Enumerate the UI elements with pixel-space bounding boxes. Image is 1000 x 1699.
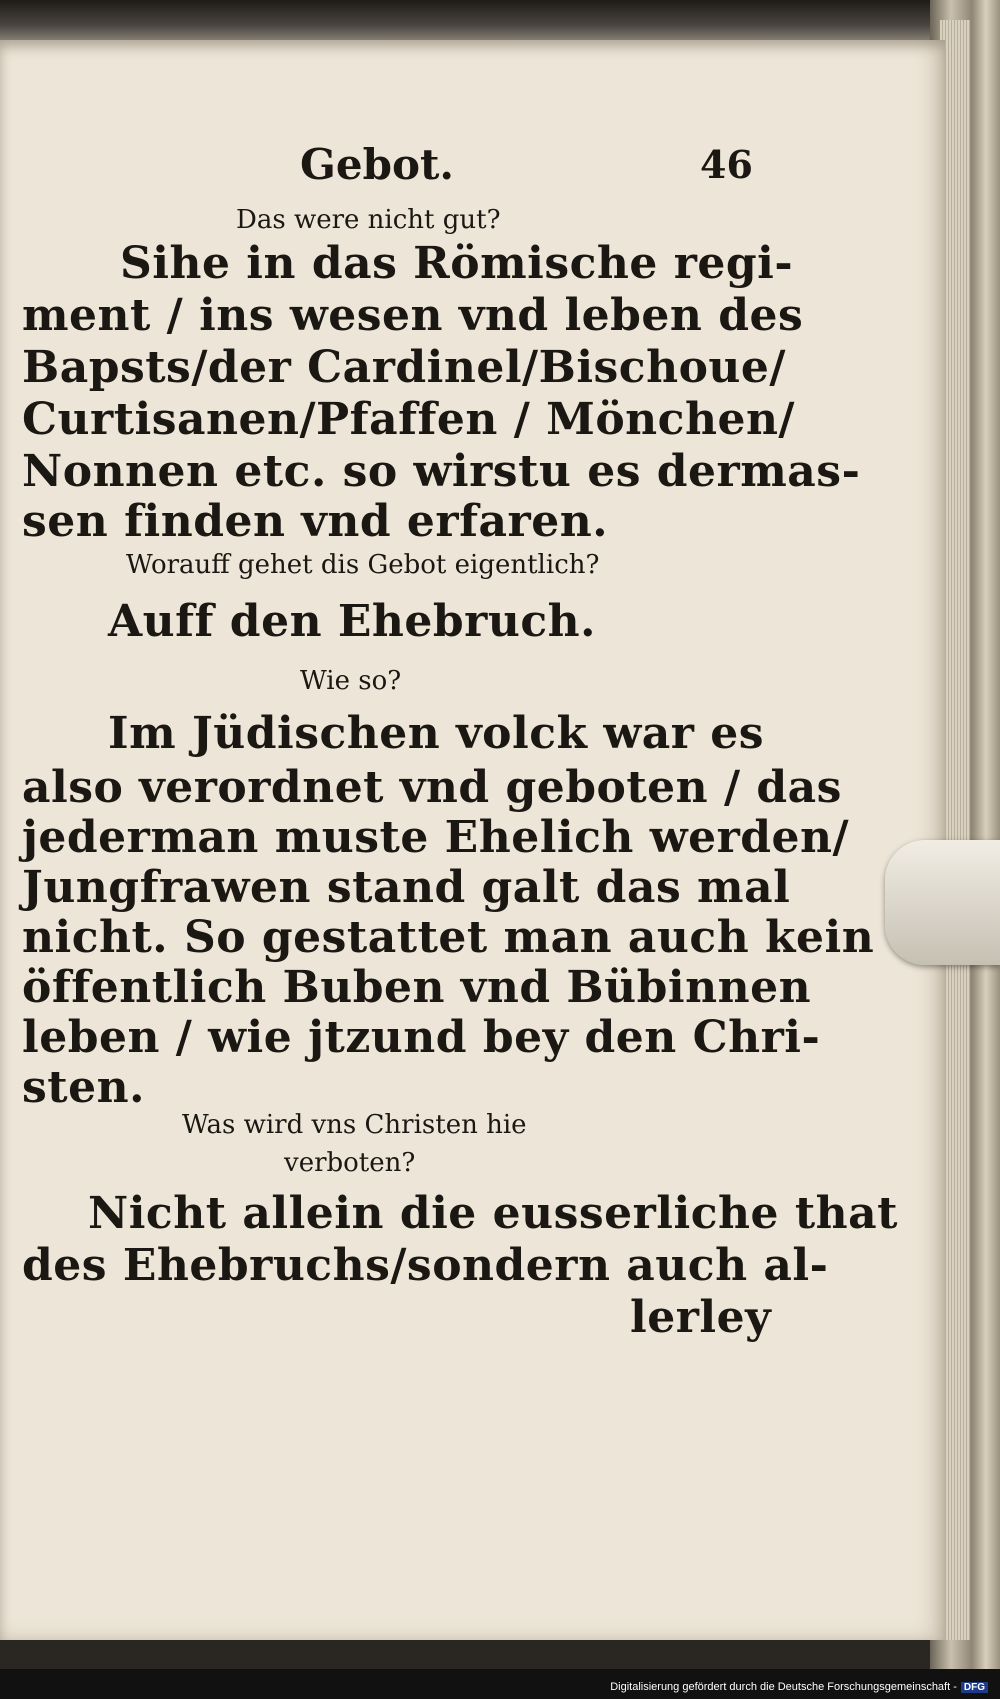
text-line-2: ment / ins wesen vnd leben des	[22, 290, 804, 341]
catchword: lerley	[630, 1292, 772, 1343]
dfg-logo: DFG	[961, 1682, 988, 1693]
running-title: Gebot.	[300, 140, 454, 189]
text-line-9: jederman muste Ehelich werden/	[22, 812, 850, 863]
text-line-6: sen finden vnd erfaren.	[22, 496, 609, 547]
text-line-10: Jungfrawen stand galt das mal	[22, 862, 791, 913]
text-line-15: Nicht allein die eusserliche that	[88, 1188, 898, 1239]
book-top-edge	[0, 0, 950, 42]
text-line-11: nicht. So gestattet man auch kein	[22, 912, 875, 963]
funding-credit	[610, 1681, 988, 1693]
answer-line: Auff den Ehebruch.	[108, 596, 596, 647]
question-line-4: Was wird vns Christen hie	[182, 1110, 527, 1140]
footer-bar	[0, 1669, 1000, 1699]
text-line-13: leben / wie jtzund bey den Chri-	[22, 1012, 821, 1063]
text-line-7: Im Jüdischen volck war es	[108, 708, 764, 759]
text-line-1: Sihe in das Römische regi-	[120, 238, 794, 289]
question-line-2: Worauff gehet dis Gebot eigentlich?	[126, 550, 600, 580]
question-line-3: Wie so?	[300, 666, 402, 696]
page-clip	[885, 840, 1000, 965]
text-line-8: also verordnet vnd geboten / das	[22, 762, 842, 813]
question-line-5: verboten?	[284, 1148, 416, 1178]
text-line-12: öffentlich Buben vnd Bübinnen	[22, 962, 812, 1013]
credit-text: Digitalisierung gefördert durch die Deutsche Forschungsgemeinschaft -	[610, 1681, 957, 1693]
question-line-1: Das were nicht gut?	[236, 205, 501, 235]
text-line-16: des Ehebruchs/sondern auch al-	[22, 1240, 829, 1291]
text-line-4: Curtisanen/Pfaffen / Mönchen/	[22, 394, 796, 445]
text-line-3: Bapsts/der Cardinel/Bischoue/	[22, 342, 786, 393]
text-line-14: sten.	[22, 1062, 145, 1113]
page-number: 46	[700, 142, 753, 187]
text-line-5: Nonnen etc. so wirstu es dermas-	[22, 446, 861, 497]
